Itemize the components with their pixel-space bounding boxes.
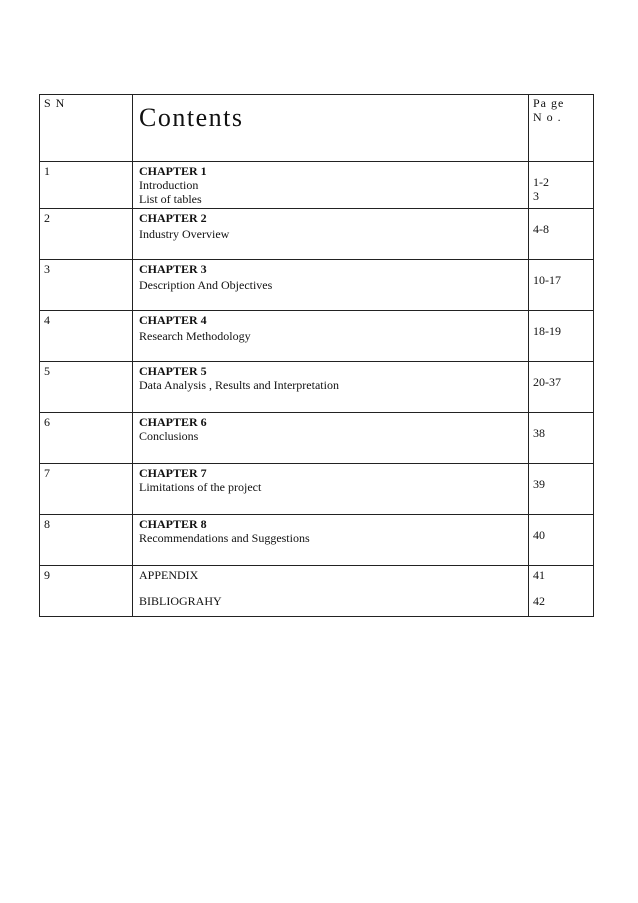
- row-page-cell: [529, 566, 594, 617]
- page-header-line-1: Pa ge: [533, 96, 565, 110]
- page-number: 41: [533, 568, 545, 582]
- chapter-label: CHAPTER 6: [139, 415, 207, 429]
- toc-row-8: [40, 515, 594, 566]
- row-title-cell: [133, 515, 529, 566]
- toc-row-4: [40, 311, 594, 362]
- chapter-item: Industry Overview: [139, 227, 230, 241]
- page-number: 10-17: [533, 273, 561, 287]
- row-page-cell: [529, 311, 594, 362]
- row-title-cell: [133, 566, 529, 617]
- chapter-label: CHAPTER 3: [139, 262, 207, 276]
- chapter-label: CHAPTER 4: [139, 313, 207, 327]
- chapter-label: CHAPTER 5: [139, 364, 207, 378]
- row-title-cell: [133, 209, 529, 260]
- row-sn: 6: [40, 413, 133, 464]
- toc-row-2: [40, 209, 594, 260]
- toc-row-1: [40, 162, 594, 209]
- row-sn: 4: [40, 311, 133, 362]
- contents-heading: Contents: [139, 103, 244, 132]
- page-number: 18-19: [533, 324, 561, 338]
- row-title-cell: [133, 413, 529, 464]
- appendix-label: APPENDIX: [139, 568, 199, 582]
- toc-row-3: [40, 260, 594, 311]
- toc-row-9: [40, 566, 594, 617]
- contents-table: [39, 94, 594, 617]
- page-number: 4-8: [533, 222, 549, 236]
- chapter-label: CHAPTER 2: [139, 211, 207, 225]
- page-no-header: [529, 95, 594, 162]
- row-sn: 5: [40, 362, 133, 413]
- chapter-item: Introduction: [139, 178, 199, 192]
- chapter-label: CHAPTER 8: [139, 517, 207, 531]
- chapter-item: Limitations of the project: [139, 480, 262, 494]
- chapter-item: Recommendations and Suggestions: [139, 531, 310, 545]
- chapter-item: Research Methodology: [139, 329, 251, 343]
- chapter-item: Conclusions: [139, 429, 199, 443]
- chapter-item: Description And Objectives: [139, 278, 273, 292]
- row-sn: 9: [40, 566, 133, 617]
- row-sn: 2: [40, 209, 133, 260]
- contents-header-cell: [133, 95, 529, 162]
- row-page-cell: [529, 162, 594, 209]
- page-number: 39: [533, 477, 545, 491]
- row-title-cell: [133, 311, 529, 362]
- row-page-cell: [529, 260, 594, 311]
- row-page-cell: [529, 209, 594, 260]
- page-number: 3: [533, 189, 539, 203]
- chapter-label: CHAPTER 7: [139, 466, 207, 480]
- header-row: [40, 95, 594, 162]
- chapter-label: CHAPTER 1: [139, 164, 207, 178]
- row-spacer: [533, 582, 589, 594]
- row-page-cell: [529, 413, 594, 464]
- row-sn: 1: [40, 162, 133, 209]
- page-header-line-2: N o .: [533, 110, 562, 124]
- row-title-cell: [133, 362, 529, 413]
- page-number: 20-37: [533, 375, 561, 389]
- toc-row-7: [40, 464, 594, 515]
- row-title-cell: [133, 162, 529, 209]
- toc-row-5: [40, 362, 594, 413]
- page-number: 38: [533, 426, 545, 440]
- row-sn: 8: [40, 515, 133, 566]
- chapter-item: Data Analysis , Results and Interpretation: [139, 378, 339, 392]
- row-spacer: [139, 582, 524, 594]
- row-title-cell: [133, 464, 529, 515]
- row-sn: 3: [40, 260, 133, 311]
- row-page-cell: [529, 362, 594, 413]
- sn-header: S N: [40, 95, 133, 162]
- page-number: 40: [533, 528, 545, 542]
- row-sn: 7: [40, 464, 133, 515]
- row-page-cell: [529, 515, 594, 566]
- toc-row-6: [40, 413, 594, 464]
- page-number: 42: [533, 594, 545, 608]
- bibliography-label: BIBLIOGRAHY: [139, 594, 222, 608]
- row-page-cell: [529, 464, 594, 515]
- page-number: 1-2: [533, 175, 549, 189]
- row-title-cell: [133, 260, 529, 311]
- chapter-item: List of tables: [139, 192, 202, 206]
